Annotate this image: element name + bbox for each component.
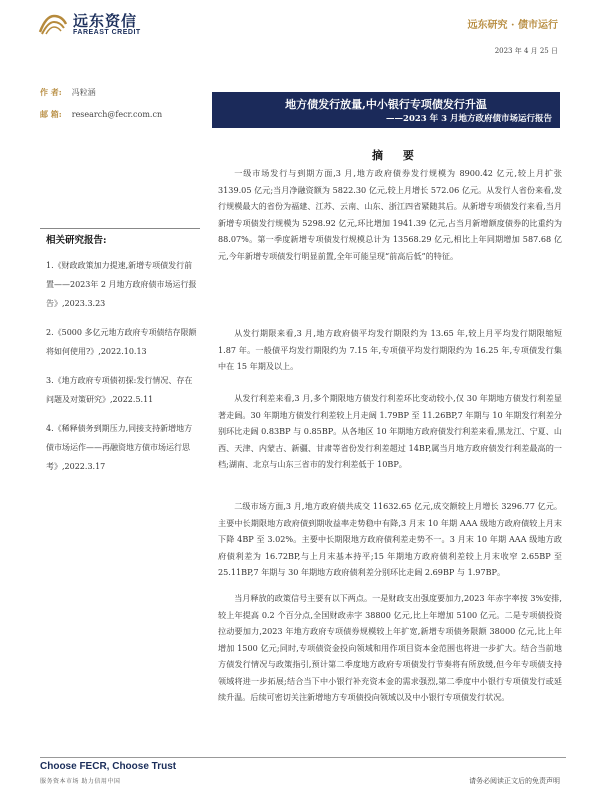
summary-paragraph-issuance: 一级市场发行与到期方面,3 月,地方政府债券发行规模为 8900.42 亿元,较上月扩张 3139.05 亿元;当月净融资额为 5822.30 亿元,较上月增长 572.06 亿元。从发行人省份来看,发行规模最大的省份为福建、江苏、云南、山东、浙江四省紧随其后。从新增专项债发行来看,当月新增专项债发行规模为 5298.92 亿元,环比增加 1941.39 亿元,占当月新增额度债券的比重约为 88.07%。第一季度新增专项债发行规模总计为 13568.29 亿元,相比上年同期增加 587.68 亿元,今年新增专项债发行明显前置,全年可能呈现“前高后低”的特征。 — [218, 168, 562, 261]
title-banner — [212, 92, 560, 128]
report-category: 远东研究 · 债市运行 — [467, 20, 558, 31]
summary-heading: 摘 要 — [372, 149, 422, 162]
report-title: 地方债发行放量,中小银行专项债发行升温 — [285, 98, 487, 111]
footer-slogan: Choose FECR, Choose Trust — [40, 761, 177, 772]
author-line — [40, 87, 96, 98]
sidebar-divider — [40, 228, 200, 229]
brand-name-cn: 远东资信 — [73, 12, 138, 30]
summary-paragraph-maturity: 从发行期限来看,3 月,地方政府债平均发行期限约为 13.65 年,较上月平均发行期限缩短 1.87 年。一般债平均发行期限约为 7.15 年,专项债平均发行期限约为 16.25 年,专项债发行集中在 15 年期及以上。 — [218, 328, 562, 371]
email-address[interactable]: research@fecr.com.cn — [71, 110, 163, 119]
summary-paragraph-policy: 当月释放的政策信号主要有以下两点。一是财政支出强度要加力,2023 年赤字率按 3%安排,较上年提高 0.2 个百分点,全国财政赤字 38800 亿元,比上年增加 5100 亿元。二是专项债投资拉动要加力,2023 年地方政府专项债券规模较上年扩宽,新增专项债务限额 38000 亿元,比上年增加 1500 亿元;同时,专项债资金投向领域和用作项目资本金范围也将进一步扩大。结合当前地方债发行情况与政策指引,预计第二季度地方政府专项债发行节奏将有所放缓,但今年专项债支持领域将进一步拓展;结合当下中小银行补充资本金的需求强烈,第二季度中小银行专项债发行或延续升温。后续可密切关注新增地方专项债投向领域以及中小银行专项债发行状况。 — [218, 593, 562, 702]
related-reports-list — [46, 256, 198, 486]
related-report-item[interactable]: 4.《稀释债务到期压力,同接支持新增地方债市场运作——再融资地方债市场运行思考》,2022.3.17 — [46, 424, 193, 471]
report-date: 2023 年 4 月 25 日 — [494, 47, 558, 55]
related-reports-heading: 相关研究报告: — [46, 235, 107, 246]
brand-name-en: FAREAST CREDIT — [73, 29, 141, 36]
author-label: 作 者: — [40, 87, 62, 97]
footer-divider — [40, 757, 566, 758]
related-report-item[interactable]: 1.《财政政策加力提速,新增专项债发行前置——2023年 2 月地方政府债市场运行报告》,2023.3.23 — [46, 261, 197, 308]
summary-paragraph-secondary: 二级市场方面,3 月,地方政府债共成交 11632.65 亿元,成交额较上月增长 3296.77 亿元。主要中长期限地方政府债到期收益率走势稳中有降,3 月末 10 年期 AAA 级地方政府债较上月末下降 4BP 至 3.02%。主要中长期限地方政府债利差走势不一。3 月末 10 年期 AAA 级地方政府债利差为 16.72BP,与上月末基本持平;15 年期地方政府债利差较上月末收窄 2.65BP 至 25.11BP,7 年期与 30 年期地方政府债利差分别环比走阔 2.69BP 与 1.97BP。 — [218, 501, 562, 577]
footer-tagline: 服务资本市场 助力信用中国 — [40, 778, 121, 785]
report-subtitle: ——2023 年 3 月地方政府债市场运行报告 — [386, 114, 552, 124]
email-line — [40, 109, 162, 120]
summary-paragraph-spread: 从发行利差来看,3 月,多个期限地方债发行利差环比变动较小,仅 30 年期地方债发行利差显著走阔。30 年期地方债发行利差较上月走阔 1.79BP 至 11.26BP,7 年期与 10 年期发行利差分别环比走阔 0.83BP 与 0.85BP。从各地区 10 年期地方政府债发行利差来看,黑龙江、宁夏、山西、天津、内蒙古、新疆、甘肃等省份发行利差超过 14BP,属当月地方政府债发行利差最高的一档;湖南、北京与山东三省市的发行利差低于 10BP。 — [218, 393, 562, 469]
related-report-item[interactable]: 2.《5000 多亿元地方政府专项债结存限额将如何使用?》,2022.10.13 — [46, 328, 197, 356]
email-label: 邮 箱: — [40, 109, 62, 119]
brand-logo-icon — [38, 12, 68, 36]
author-name: 冯粒涵 — [71, 88, 96, 97]
related-report-item[interactable]: 3.《地方政府专项债初探:发行情况、存在问题及对策研究》,2022.5.11 — [46, 376, 193, 404]
footer-disclaimer: 请务必阅读正文后的免责声明 — [469, 777, 560, 785]
